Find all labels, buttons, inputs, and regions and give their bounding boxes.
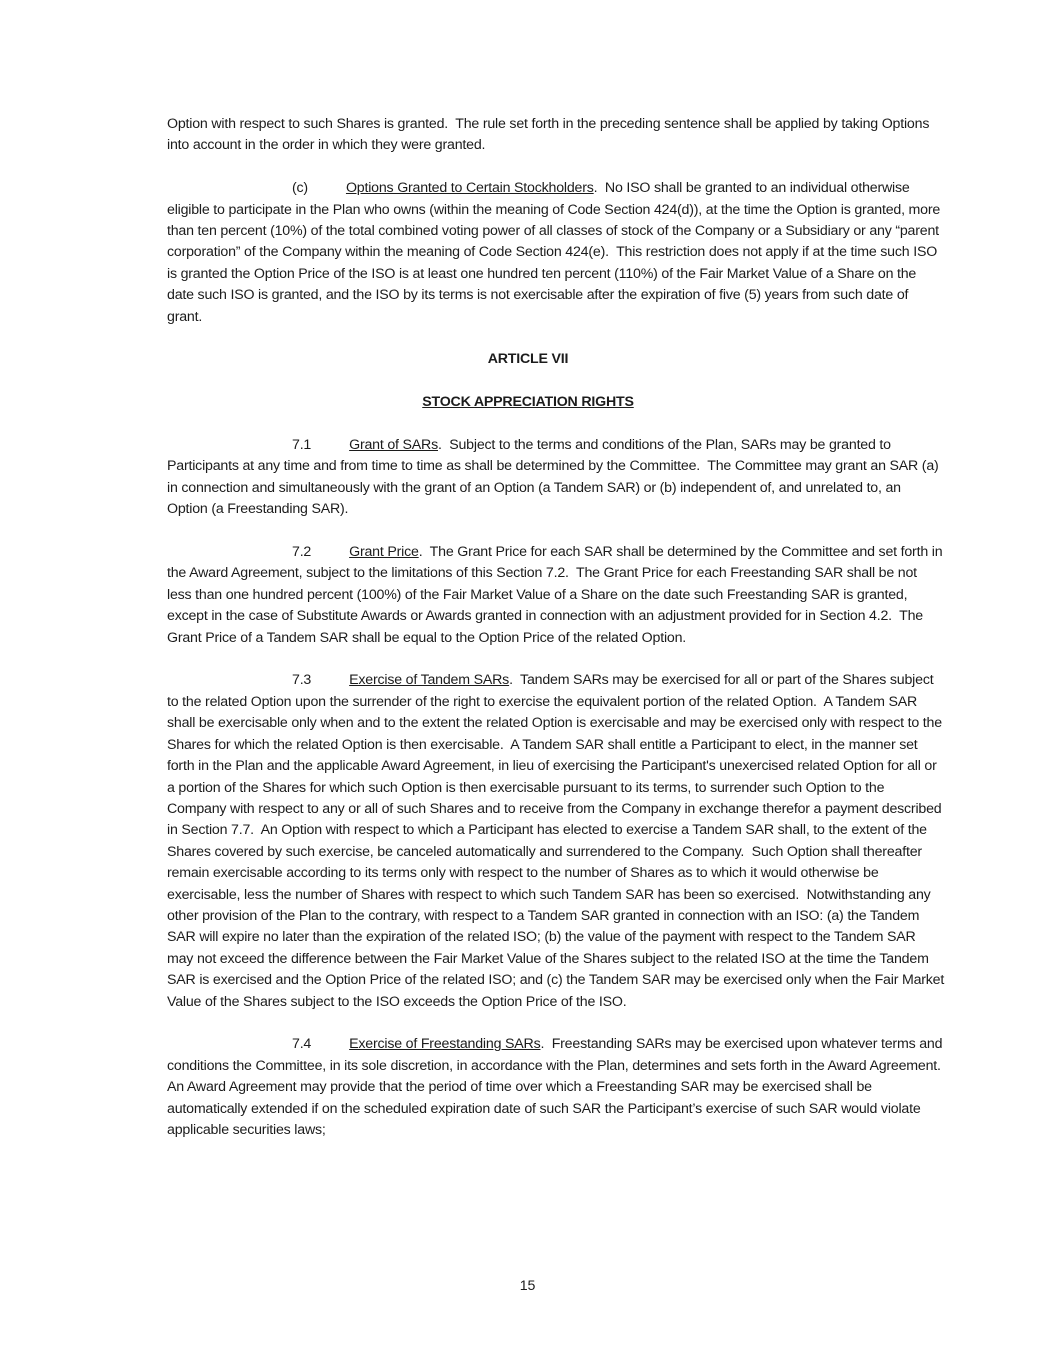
text-run: . Tandem SARs may be exercised for all or part of the Shares subject to the related Option upon the surrender of the right to exercise the equivalent portion of the related Option. A Tandem SAR shall be exercisable only when and to the extent the related Option is exercisable and may be exercised only with respect to the Shares for which the related Option is then exercisable. A Tandem SAR shall entitle a Participant to elect, in the manner set forth in the Plan and the applicable Award Agreement, in lieu of exercising the Participant's unexercised related Option for all or a portion of the Shares for which such Option is then exercisable pursuant to its terms, to surrender such Option to the Company with respect to any or all of such Shares and to receive from the Company in exchange therefor a payment described in Section 7.7. An Option with respect to which a Participant has elected to exercise a Tandem SAR shall, to the extent of the Shares covered by such exercise, be canceled automatically and surrendered to the Company. Such Option shall thereafter remain exercisable according to its terms only with respect to the number of Shares as to which it would otherwise be exercisable, less the number of Shares with respect to which such Tandem SAR has been so exercised. Notwithstanding any other provision of the Plan to the contrary, with respect to a Tandem SAR granted in connection with an ISO: (a) the Tandem SAR will expire no later than the expiration of the related ISO; (b) the value of the payment with respect to the Tandem SAR may not exceed the difference between the Fair Market Value of the Shares subject to the related ISO at the time the Tandem SAR is exercised and the Option Price of the related ISO; and (c) the Tandem SAR may be exercised only when the Fair Market Value of the Shares subject to the ISO exceeds the Option Price of the ISO. — [167, 672, 948, 1010]
text-run: Option with respect to such Shares is granted. The rule set forth in the preceding sentence shall be applied by taking Options into account in the order in which they were granted. — [167, 116, 933, 154]
text-run: . Freestanding SARs may be exercised upon whatever terms and conditions the Committee, in its sole discretion, in accordance with the Plan, determines and sets forth in the Award Agreement. An Award Agreement may provide that the period of time over which a Freestanding SAR may be exercised shall be automatically extended if on the scheduled expiration date of such SAR the Participant’s exercise of such SAR would violate applicable securities laws; — [167, 1036, 947, 1138]
article-title — [139, 392, 917, 413]
text-run: . Subject to the terms and conditions of the Plan, SARs may be granted to Participants at any time and from time to time as shall be determined by the Committee. The Committee may grant an SAR (a) in connection and simultaneously with the grant of an Option (a Tandem SAR) or (b) independent of, and unrelated to, an Option (a Freestanding SAR). — [167, 437, 943, 518]
text-run: 7.3 — [292, 672, 312, 689]
text-run: . The Grant Price for each SAR shall be determined by the Committee and set forth in the Award Agreement, subject to the limitations of this Section 7.2. The Grant Price for each Freestanding SAR shall be not less than one hundred percent (100%) of the Fair Market Value of a Share on the date such Freestanding SAR is granted, except in the case of Substitute Awards or Awards granted in connection with an adjustment provided for in Section 4.2. The Grant Price of a Tandem SAR shall be equal to the Option Price of the related Option. — [167, 544, 947, 646]
document-content — [167, 114, 948, 1163]
section-title: Exercise of Tandem SARs — [349, 672, 510, 689]
section-title: Grant of SARs — [349, 437, 438, 454]
section-title: Grant Price — [349, 544, 419, 561]
text-run: (c) — [292, 180, 308, 197]
section-title: STOCK APPRECIATION RIGHTS — [422, 394, 634, 411]
section-7-2-grant-price — [167, 542, 945, 649]
text-run: . No ISO shall be granted to an individual otherwise eligible to participate in the Plan who owns (within the meaning of Code Section 424(d)), at the time the Option is granted, more than ten percent (10%) of the total combined voting power of all classes of stock of the Company or a Subsidiary or any “parent corporation” of the Company within the meaning of Code Section 424(e). This restriction does not apply if at the time such ISO is granted the Option Price of the ISO is at least one hundred ten percent (110%) of the Fair Market Value of a Share on the date such ISO is granted, and the ISO by its terms is not exercisable after the expiration of five (5) years from such date of grant. — [167, 180, 944, 325]
section-7-3-exercise-of-tandem-sars — [167, 670, 948, 1013]
article-heading — [139, 349, 917, 370]
text-run: 7.1 — [292, 437, 312, 454]
text-run: 7.2 — [292, 544, 312, 561]
paragraph-c-options-granted-to-certain-stockholders — [167, 178, 945, 328]
section-title: Exercise of Freestanding SARs — [349, 1036, 541, 1053]
section-7-1-grant-of-sars — [167, 435, 945, 521]
text-run: 7.4 — [292, 1036, 312, 1053]
page-number: 15 — [519, 1278, 536, 1294]
section-title: Options Granted to Certain Stockholders — [345, 180, 594, 197]
section-7-4-exercise-of-freestanding-sars — [167, 1034, 945, 1141]
paragraph-continuation — [167, 114, 945, 157]
text-run: ARTICLE VII — [487, 351, 569, 368]
